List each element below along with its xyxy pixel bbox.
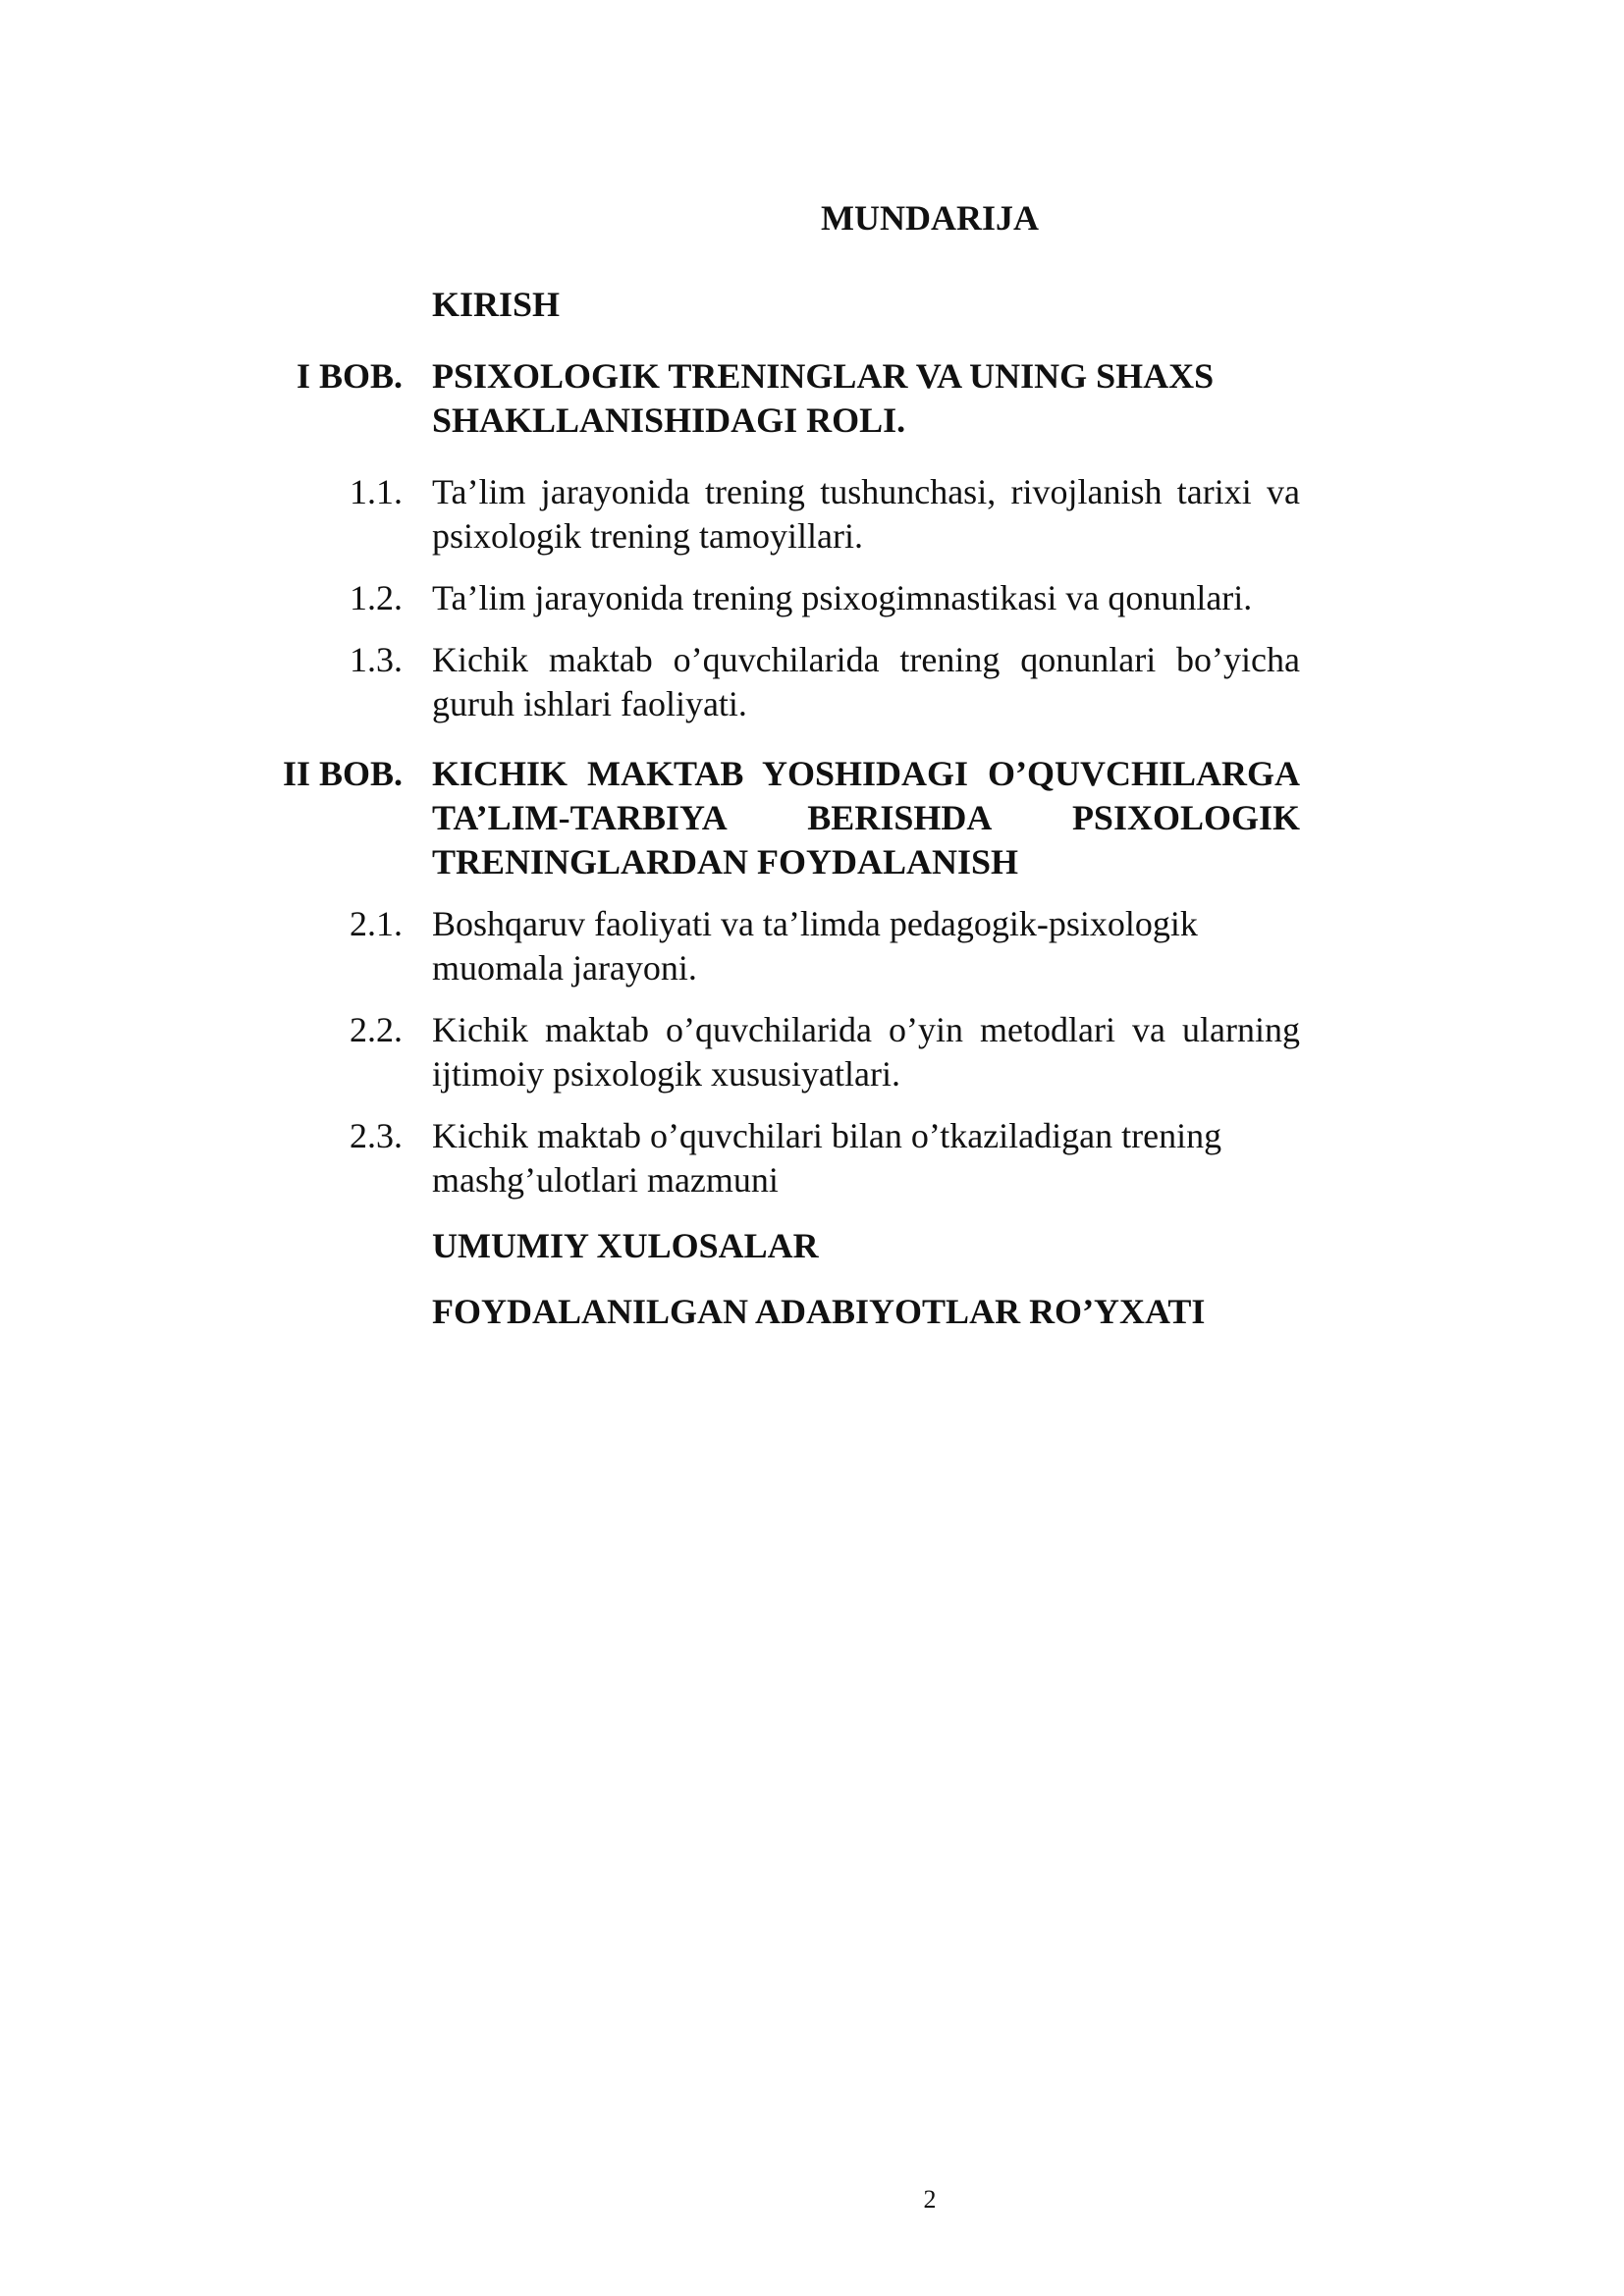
page-title: MUNDARIJA [821,198,1039,238]
table-of-contents [0,283,1624,1362]
toc-entry-section-1-3 [0,638,1624,726]
toc-entry-references [0,1290,1624,1334]
toc-entry-text: Kichik maktab o’quvchilari bilan o’tkaziladigan trening mashg’ulotlari mazmuni [432,1116,1222,1200]
toc-entry-number: 1.2. [350,578,403,617]
toc-entry-number: 2.2. [350,1010,403,1049]
toc-entry-text: KIRISH [432,285,561,324]
toc-entry-section-2-3 [0,1114,1624,1202]
toc-entry-number: II BOB. [282,754,403,793]
toc-entry-number: 2.3. [350,1116,403,1155]
toc-entry-section-1-1 [0,470,1624,559]
toc-entry-section-1-2 [0,576,1624,620]
toc-entry-conclusions [0,1224,1624,1268]
toc-entry-text: Ta’lim jarayonida trening tushunchasi, rivojlanish tarixi va psixologik trening tamoyillari. [432,472,1300,556]
toc-entry-number: 1.1. [350,472,403,511]
toc-entry-text: PSIXOLOGIK TRENINGLAR VA UNING SHAXS SHAKLLANISHIDAGI ROLI. [432,356,1215,440]
toc-entry-chapter-2 [0,752,1624,884]
toc-entry-text: Kichik maktab o’quvchilarida o’yin metodlari va ularning ijtimoiy psixologik xususiyatlari. [432,1010,1300,1094]
toc-entry-text: Kichik maktab o’quvchilarida trening qonunlari bo’yicha guruh ishlari faoliyati. [432,640,1300,723]
toc-entry-chapter-1 [0,354,1624,443]
toc-entry-intro [0,283,1624,327]
toc-entry-text: Boshqaruv faoliyati va ta’limda pedagogik-psixologik muomala jarayoni. [432,904,1198,988]
toc-entry-text: Ta’lim jarayonida trening psixogimnastikasi va qonunlari. [432,578,1253,617]
toc-entry-number: 1.3. [350,640,403,679]
toc-entry-section-2-2 [0,1008,1624,1096]
toc-entry-number: I BOB. [296,356,403,396]
toc-entry-text: KICHIK MAKTAB YOSHIDAGI O’QUVCHILARGA TA’LIM-TARBIYA BERISHDA PSIXOLOGIK TRENINGLARDAN FOYDALANISH [432,754,1300,881]
toc-entry-text: FOYDALANILGAN ADABIYOTLAR RO’YXATI [432,1292,1206,1331]
toc-entry-text: UMUMIY XULOSALAR [432,1226,819,1265]
toc-entry-section-2-1 [0,902,1624,990]
toc-entry-number: 2.1. [350,904,403,943]
page-number: 2 [923,2185,937,2214]
